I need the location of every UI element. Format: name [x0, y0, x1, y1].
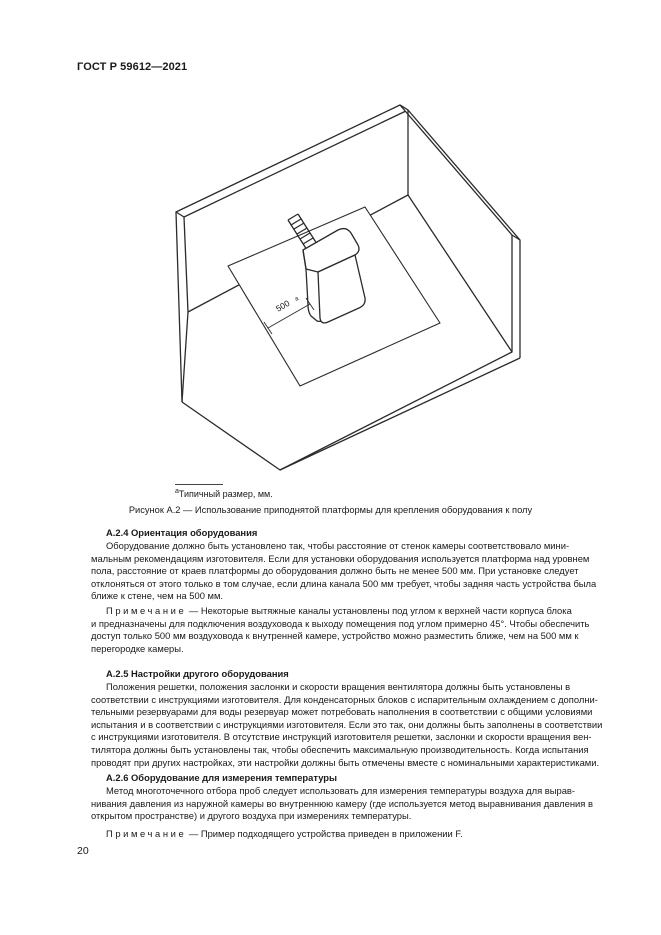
- figure-footnote: [175, 488, 273, 499]
- note-text: — Пример подходящего устройства приведен в приложении F.: [186, 828, 463, 839]
- footnote-rule: [175, 484, 223, 485]
- chamber-right-wall: [400, 105, 520, 240]
- note-a24: [91, 605, 616, 655]
- section-heading-a26: А.2.6 Оборудование для измерения температуры: [106, 772, 338, 783]
- section-body-a26: [91, 785, 616, 823]
- paragraph-line: проводят при других настройках, эти настройки должны быть отмечены вместе с номинальными характеристиками.: [91, 756, 600, 768]
- paragraph-line: мальным рекомендациям изготовителя. Если для установки оборудования используется платформа над уровнем: [91, 552, 590, 564]
- page-number: 20: [77, 845, 89, 857]
- note-first-line: [91, 605, 616, 618]
- paragraph-line: Метод многоточечного отбора проб следует использовать для измерения температуры воздуха для вырав-: [106, 785, 576, 796]
- note-first-line: [91, 828, 616, 841]
- paragraph-line: соответствии с инструкциями изготовителя. Для конденсаторных блоков с испарительным охлаждением с дополни-: [91, 693, 598, 705]
- section-body-a24: [91, 540, 616, 603]
- paragraph-line: ближе к стене, чем на 500 мм.: [91, 590, 224, 602]
- footnote-text: Типичный размер, мм.: [178, 489, 273, 499]
- dimension-label: 500: [274, 297, 292, 314]
- paragraph-line: испытания и в соответствии с инструкциями изготовителя. Если это так, они должны быть заполнены в соответствии: [91, 718, 603, 730]
- paragraph-line: отклоняться от этого только в том случае, если длина канала 500 мм требует, чтобы задняя часть устройства была: [91, 577, 597, 589]
- section-body-a25: [91, 681, 616, 769]
- paragraph-line: открытом пространстве) и другого воздуха при измерениях температуры.: [91, 810, 412, 822]
- note-line: перегородке камеры.: [91, 642, 184, 654]
- paragraph-line: пола, расстояние от краев платформы до оборудования должно быть не менее 500 мм. При установке следует: [91, 565, 579, 577]
- section-heading-a24: А.2.4 Ориентация оборудования: [106, 527, 258, 538]
- note-label: Примечание: [106, 605, 187, 616]
- note-text: — Некоторые вытяжные каналы установлены под углом к верхней части корпуса блока: [186, 605, 572, 616]
- paragraph-line: тилятора должны быть установлены так, чтобы обеспечить максимальную производительность. Когда испытания: [91, 743, 589, 755]
- paragraph-line: тельными резервуарами для воды резервуар может потребовать наполнения в соответствии с общими условиями: [91, 706, 593, 718]
- footnote-mark: a: [175, 488, 179, 495]
- note-line: и предназначены для подключения воздуховода к выходу помещения под углом примерно 45°. Чтобы обеспечить: [91, 617, 590, 629]
- section-heading-a25: А.2.5 Настройки другого оборудования: [106, 668, 289, 679]
- dimension-superscript: a: [294, 295, 300, 303]
- figure-drawing: [160, 90, 540, 475]
- paragraph-line: Положения решетки, положения заслонки и скорости вращения вентилятора должны быть установлены в: [106, 681, 571, 692]
- paragraph-line: Оборудование должно быть установлено так, чтобы расстояние от стенок камеры соответствовало мини-: [106, 540, 570, 551]
- note-a26: [91, 828, 616, 841]
- paragraph-line: нивания давления из наружной камеры во внутреннюю камеру (где используется метод выравнивания давления в: [91, 797, 593, 809]
- chamber-back-wall: [176, 105, 408, 217]
- figure-caption: Рисунок А.2 — Использование приподнятой платформы для крепления оборудования к полу: [128, 505, 533, 515]
- standard-header: ГОСТ Р 59612—2021: [77, 61, 188, 73]
- note-line: доступ только 500 мм воздуховода к внутренней камере, устройство можно разместить ближе, чем на 500 мм к: [91, 630, 579, 642]
- note-label: Примечание: [106, 828, 187, 839]
- paragraph-line: с инструкциями изготовителя. В отсутствие инструкций изготовителя решетки, заслонки и скорости вращения вен-: [91, 731, 592, 743]
